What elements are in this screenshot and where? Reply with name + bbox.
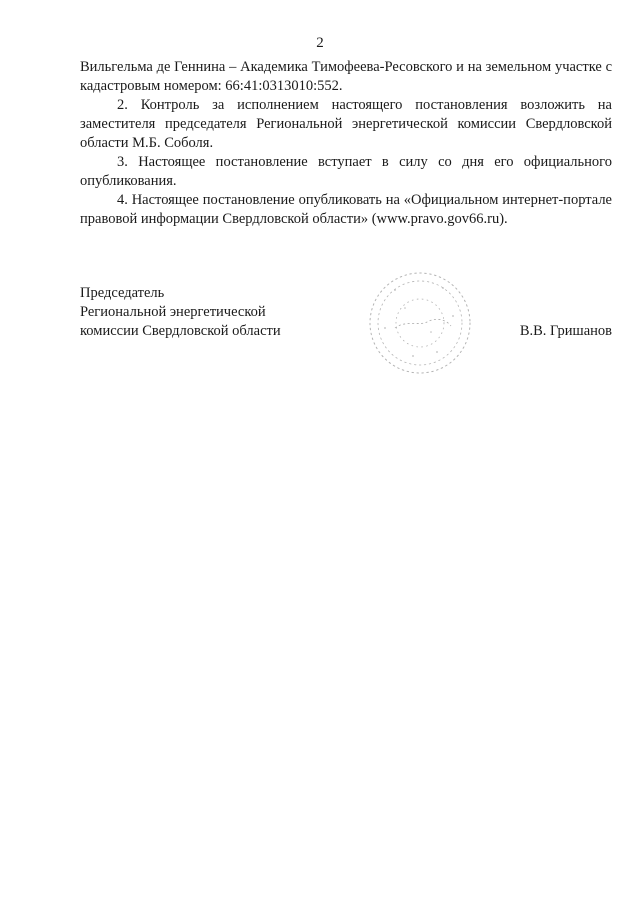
position-line: комиссии Свердловской области: [80, 323, 281, 339]
position-line: Региональной энергетической: [80, 304, 266, 320]
page-number: 2: [316, 35, 324, 51]
paragraph-item-4: 4. Настоящее постановление опубликовать на «Официальном интернет-портале правовой информации Свердловской области» (www.pravo.gov66.ru).: [80, 192, 612, 227]
paragraph-item-2: 2. Контроль за исполнением настоящего постановления возложить на заместителя председателя Региональной энергетической комиссии Свердловской области М.Б. Соболя.: [80, 97, 612, 151]
signatory-position: [80, 284, 281, 341]
paragraph-continuation: Вильгельма де Геннина – Академика Тимофеева-Ресовского и на земельном участке с кадастровым номером: 66:41:0313010:552.: [80, 59, 612, 94]
paragraph-item-3: 3. Настоящее постановление вступает в силу со дня его официального опубликования.: [80, 154, 612, 189]
position-line: Председатель: [80, 285, 165, 301]
signature-block: [80, 284, 612, 394]
signatory-name: В.В. Гришанов: [519, 323, 612, 339]
document-body: [80, 58, 612, 229]
official-seal-icon: [365, 268, 475, 378]
